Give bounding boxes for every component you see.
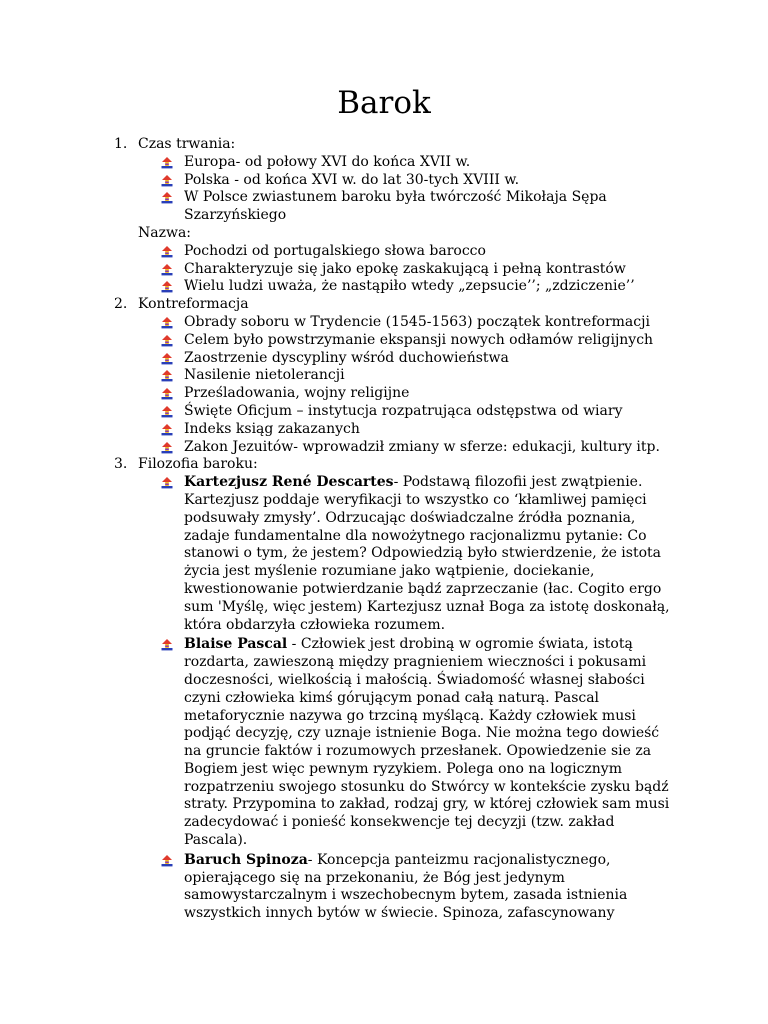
list-item-text: Zakon Jezuitów- wprowadził zmiany w sferze: edukacji, kultury itp. — [184, 438, 660, 455]
philosopher-name: Kartezjusz René Descartes — [184, 474, 394, 491]
list-item — [184, 278, 678, 296]
philosopher-description: - Podstawą filozofii jest zwątpienie. Kartezjusz poddaje weryfikacji to wszystko co ‘kłamliwej pamięci podsuwały zmysły’. Odrzucając doświadczalne źródła poznania, zadaje fundamentalne dla nowożytnego racjonalizmu pytanie: Co stanowi o tym, że jestem? Odpowiedzią było stwierdzenie, że istota życia jest myślenie rozumiane jako wątpienie, dociekanie, kwestionowanie potwierdzanie bądź zaprzeczanie (łac. Cogito ergo sum 'Myślę, więc jestem) Kartezjusz uznał Boga za istotę doskonałą, która obdarzyła człowieka rozumem. — [184, 474, 670, 633]
list-item — [184, 403, 678, 421]
list-item — [184, 314, 678, 332]
arrow-bullet-icon — [161, 477, 173, 489]
arrow-bullet-icon — [161, 246, 173, 258]
arrow-bullet-icon — [161, 353, 173, 365]
arrow-bullet-icon — [161, 855, 173, 867]
list-item — [184, 172, 678, 190]
section-number: 1. — [114, 136, 128, 152]
arrow-bullet-icon — [161, 388, 173, 400]
list-item — [184, 385, 678, 403]
list-item-text: Charakteryzuje się jako epokę zaskakującą i pełną kontrastów — [184, 260, 626, 277]
philosopher-entry — [184, 852, 678, 923]
list-item-text: Pochodzi od portugalskiego słowa barocco — [184, 242, 486, 259]
list-item-text: Europa- od połowy XVI do końca XVII w. — [184, 153, 471, 170]
philosopher-name: Blaise Pascal — [184, 636, 288, 653]
list-item — [184, 350, 678, 368]
arrow-bullet-icon — [161, 442, 173, 454]
arrow-bullet-icon — [161, 406, 173, 418]
arrow-bullet-icon — [161, 192, 173, 204]
section-title: Czas trwania: — [138, 136, 236, 152]
section-heading — [0, 456, 768, 474]
list-item-text: W Polsce zwiastunem baroku była twórczość Mikołaja Sępa Szarzyńskiego — [184, 189, 607, 224]
arrow-bullet-icon — [161, 370, 173, 382]
arrow-bullet-icon — [161, 157, 173, 169]
list-item — [184, 189, 678, 225]
list-item-text: Obrady soboru w Trydencie (1545-1563) początek kontreformacji — [184, 313, 650, 330]
arrow-bullet-icon — [161, 317, 173, 329]
arrow-bullet-icon — [161, 424, 173, 436]
section-title: Filozofia baroku: — [138, 456, 258, 473]
list-item-text: Celem było powstrzymanie ekspansji nowych odłamów religijnych — [184, 331, 654, 348]
list-item-text: Nasilenie nietolerancji — [184, 367, 345, 384]
list-item-text: Prześladowania, wojny religijne — [184, 385, 410, 402]
list-item — [184, 154, 678, 172]
list-item-text: Zaostrzenie dyscypliny wśród duchowieństwa — [184, 349, 509, 366]
list-item — [184, 367, 678, 385]
philosopher-description: - Koncepcja panteizmu racjonalistycznego, opierającego się na przekonaniu, że Bóg jest jedynym samowystarczalnym i wszechobecnym bytem, zasada istnienia wszystkich innych bytów w świecie. Spinoza, zafascynowany — [184, 851, 628, 922]
list-item — [184, 261, 678, 279]
list-item-text: Wielu ludzi uważa, że nastąpiło wtedy „zepsucie’’; „zdziczenie’’ — [184, 278, 635, 295]
subsection-heading — [0, 225, 768, 243]
page-title: Barok — [337, 85, 431, 121]
list-item — [184, 421, 678, 439]
subsection-title: Nazwa: — [138, 224, 192, 241]
philosopher-entry — [184, 636, 678, 850]
philosopher-entry — [184, 474, 678, 634]
list-item-text: Indeks ksiąg zakazanych — [184, 420, 360, 437]
arrow-bullet-icon — [161, 639, 173, 651]
document-body — [0, 136, 768, 925]
section-heading — [0, 296, 768, 314]
arrow-bullet-icon — [161, 335, 173, 347]
section-number: 2. — [114, 296, 128, 313]
philosopher-name: Baruch Spinoza — [184, 851, 308, 868]
list-item — [184, 439, 678, 457]
list-item-text: Święte Oficjum – instytucja rozpatrująca odstępstwa od wiary — [184, 402, 623, 419]
philosopher-description: - Człowiek jest drobiną w ogromie świata, istotą rozdarta, zawieszoną między pragnieniem wieczności i pokusami doczesności, wielkością i małością. Świadomość własnej słabości czyni człowieka kimś górującym ponad całą naturą. Pascal metaforycznie nazywa go trzciną myślącą. Każdy człowiek musi podjąć decyzję, czy uznaje istnienie Boga. Nie można tego dowieść na gruncie faktów i rozumowych przesłanek. Opowiedzenie sie za Bogiem jest więc pewnym ryzykiem. Polega ono na logicznym rozpatrzeniu swojego stosunku do Stwórcy w kontekście zysku bądź straty. Przypomina to zakład, rodzaj gry, w której człowiek sam musi zadecydować i ponieść konsekwencje tej decyzji (tzw. zakład Pascala). — [184, 636, 670, 849]
section-number: 3. — [114, 456, 128, 473]
arrow-bullet-icon — [161, 264, 173, 276]
arrow-bullet-icon — [161, 175, 173, 187]
section-heading — [0, 136, 768, 154]
list-item — [184, 332, 678, 350]
section-title: Kontreformacja — [138, 296, 249, 313]
arrow-bullet-icon — [161, 281, 173, 293]
list-item — [184, 243, 678, 261]
list-item-text: Polska - od końca XVI w. do lat 30-tych XVIII w. — [184, 171, 520, 188]
